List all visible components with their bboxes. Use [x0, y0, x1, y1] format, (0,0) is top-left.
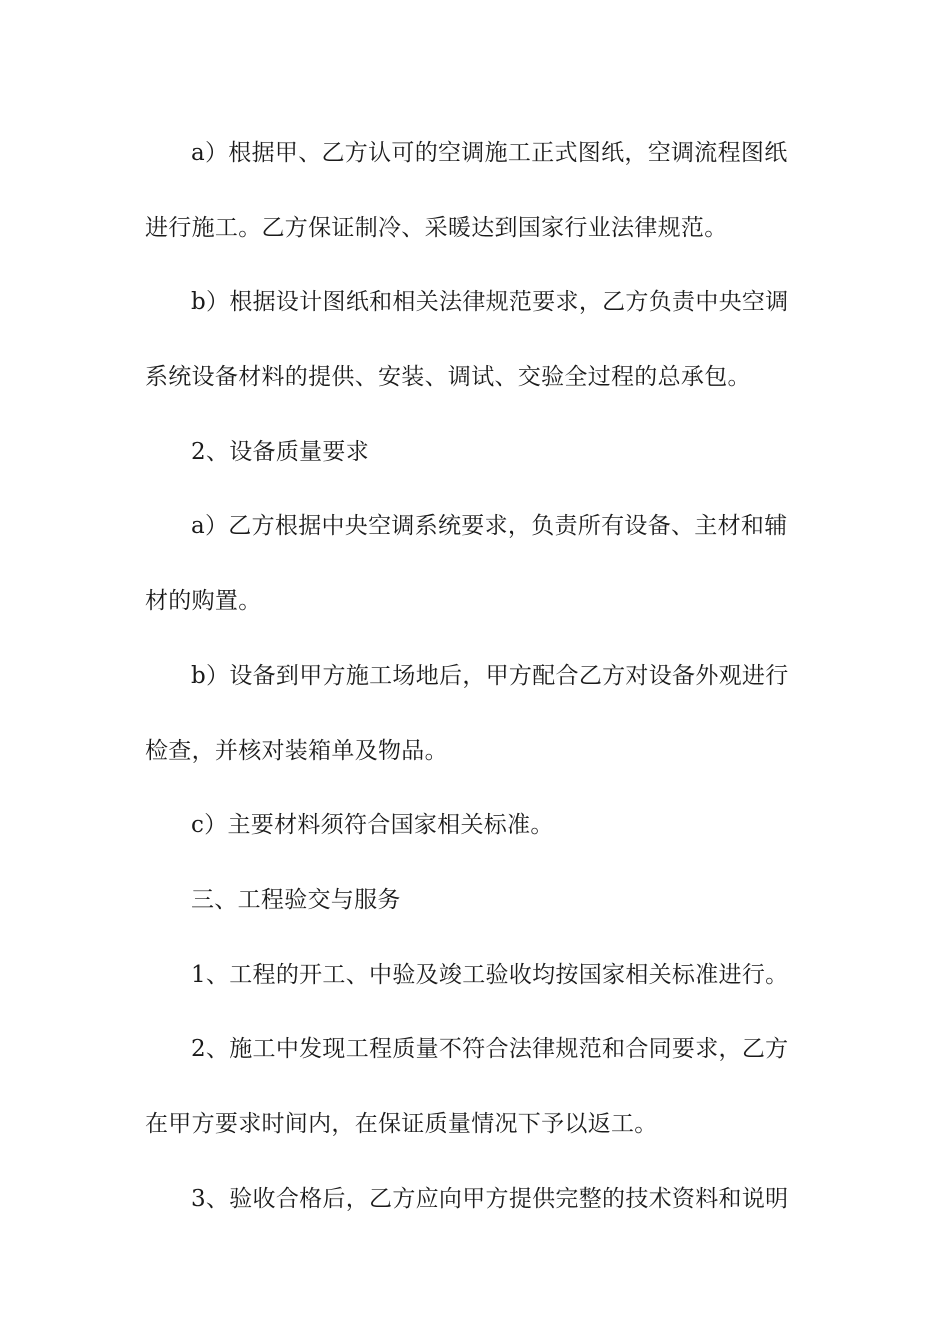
text-line: c）主要材料须符合国家相关标准。	[191, 812, 554, 839]
text-line: 进行施工。乙方保证制冷、采暖达到国家行业法律规范。	[145, 214, 728, 241]
text-line: a）乙方根据中央空调系统要求，负责所有设备、主材和辅	[191, 513, 788, 540]
document-body	[145, 127, 807, 1247]
section-heading: 三、工程验交与服务	[191, 886, 401, 913]
text-line: 3、验收合格后，乙方应向甲方提供完整的技术资料和说明	[191, 1185, 789, 1212]
text-line: 系统设备材料的提供、安装、调试、交验全过程的总承包。	[145, 364, 751, 391]
text-line: a）根据甲、乙方认可的空调施工正式图纸，空调流程图纸	[191, 140, 788, 166]
text-line: b）根据设计图纸和相关法律规范要求，乙方负责中央空调	[191, 289, 789, 316]
text-line: 在甲方要求时间内，在保证质量情况下予以返工。	[145, 1110, 658, 1137]
text-line: 检查，并核对装箱单及物品。	[145, 737, 448, 764]
text-line: 1、工程的开工、中验及竣工验收均按国家相关标准进行。	[191, 961, 789, 988]
section-heading: 2、设备质量要求	[191, 438, 370, 465]
text-line: 2、施工中发现工程质量不符合法律规范和合同要求，乙方	[191, 1036, 789, 1063]
text-line: b）设备到甲方施工场地后，甲方配合乙方对设备外观进行	[191, 662, 789, 689]
text-line: 材的购置。	[145, 588, 262, 615]
